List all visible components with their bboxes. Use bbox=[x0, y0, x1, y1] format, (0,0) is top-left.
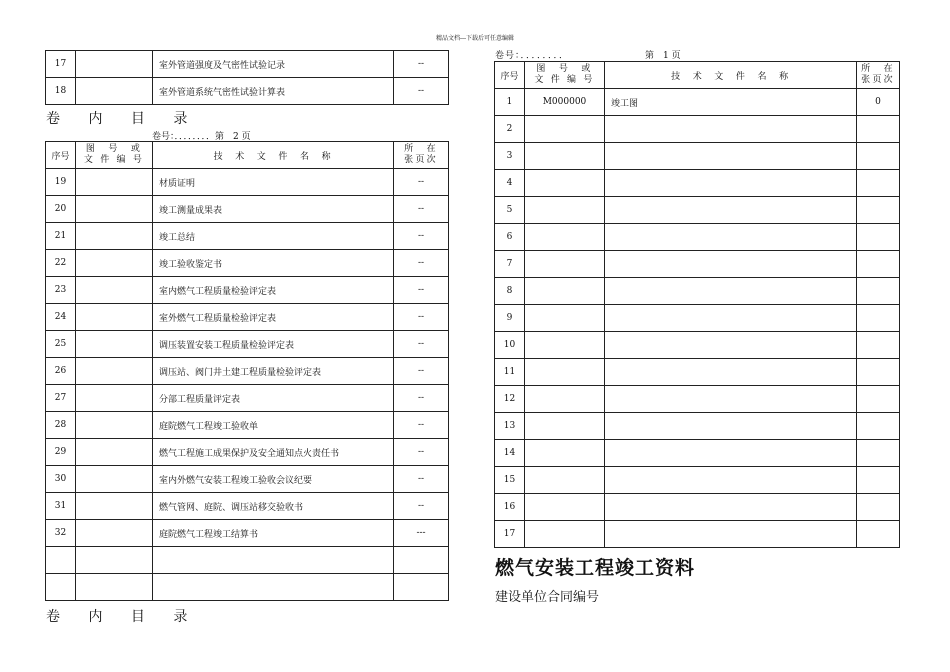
cell-pages bbox=[857, 143, 900, 170]
cell-no: 8 bbox=[495, 278, 525, 305]
cell-name bbox=[605, 386, 857, 413]
cell-no: 17 bbox=[495, 521, 525, 548]
cell-name: 室内外燃气安装工程竣工验收会议纪要 bbox=[153, 466, 394, 493]
cell-code bbox=[525, 170, 605, 197]
header-code-line1: 图 号 或 bbox=[536, 64, 593, 74]
header-note: 精品文档---下载后可任意编辑 bbox=[435, 35, 515, 42]
cell-no: 25 bbox=[46, 331, 76, 358]
cell-code bbox=[76, 358, 153, 385]
header-name: 技 术 文 件 名 称 bbox=[153, 142, 394, 169]
table-row bbox=[46, 547, 449, 574]
table-row bbox=[495, 467, 900, 494]
cell-name: 庭院燃气工程竣工验收单 bbox=[153, 412, 394, 439]
cell-no: 4 bbox=[495, 170, 525, 197]
right-table-header bbox=[495, 62, 900, 89]
table-row bbox=[495, 251, 900, 278]
cell-no: 24 bbox=[46, 304, 76, 331]
cell-no: 31 bbox=[46, 493, 76, 520]
left-bottom-title: 卷 内 目 录 bbox=[46, 609, 200, 625]
cell-pages: -- bbox=[394, 412, 449, 439]
cell-pages: -- bbox=[394, 304, 449, 331]
cell-name bbox=[605, 305, 857, 332]
cell-no: 1 bbox=[495, 89, 525, 116]
cell-name bbox=[605, 521, 857, 548]
cell-pages bbox=[394, 574, 449, 601]
header-pages-line2: 张页次 bbox=[861, 75, 895, 85]
cell-name bbox=[605, 332, 857, 359]
cell-name bbox=[605, 143, 857, 170]
cell-no: 26 bbox=[46, 358, 76, 385]
cell-name bbox=[153, 547, 394, 574]
table-row bbox=[46, 358, 449, 385]
header-pages-line1: 所 在 bbox=[404, 144, 438, 154]
cell-pages: -- bbox=[394, 250, 449, 277]
cell-no: 11 bbox=[495, 359, 525, 386]
left-volume-line: 卷号：．．．．．．．．第 2 页 bbox=[152, 132, 251, 142]
header-no: 序号 bbox=[495, 62, 525, 89]
cell-name: 燃气管网、庭院、调压站移交验收书 bbox=[153, 493, 394, 520]
cell-no: 12 bbox=[495, 386, 525, 413]
cell-code bbox=[525, 521, 605, 548]
cell-code bbox=[76, 547, 153, 574]
cell-pages bbox=[857, 116, 900, 143]
cell-code bbox=[525, 440, 605, 467]
header-code-line2: 文 件 编 号 bbox=[83, 155, 145, 165]
cell-no bbox=[46, 574, 76, 601]
cell-code bbox=[525, 386, 605, 413]
table-row bbox=[46, 196, 449, 223]
cell-code bbox=[525, 413, 605, 440]
table-row bbox=[495, 494, 900, 521]
cell-no: 17 bbox=[46, 51, 76, 78]
cell-code bbox=[76, 78, 153, 105]
cell-code bbox=[525, 116, 605, 143]
cell-code bbox=[76, 412, 153, 439]
table-row bbox=[46, 412, 449, 439]
table-row bbox=[495, 170, 900, 197]
cell-no: 7 bbox=[495, 251, 525, 278]
cell-pages: --- bbox=[394, 520, 449, 547]
cell-code bbox=[76, 574, 153, 601]
cell-no: 30 bbox=[46, 466, 76, 493]
header-pages-line2: 张页次 bbox=[404, 155, 438, 165]
cell-pages: -- bbox=[394, 493, 449, 520]
cell-no: 22 bbox=[46, 250, 76, 277]
table-row bbox=[495, 143, 900, 170]
cell-no: 20 bbox=[46, 196, 76, 223]
cell-code bbox=[76, 250, 153, 277]
cell-code bbox=[76, 304, 153, 331]
table-row bbox=[495, 386, 900, 413]
cell-code bbox=[525, 494, 605, 521]
table-row bbox=[495, 359, 900, 386]
cell-pages bbox=[857, 305, 900, 332]
cell-no: 27 bbox=[46, 385, 76, 412]
table-row bbox=[46, 223, 449, 250]
table-row bbox=[495, 89, 900, 116]
cell-pages bbox=[857, 413, 900, 440]
header-pages-line1: 所 在 bbox=[861, 64, 895, 74]
cell-no: 5 bbox=[495, 197, 525, 224]
table-row bbox=[46, 493, 449, 520]
cell-pages bbox=[394, 547, 449, 574]
left-table-header bbox=[46, 142, 449, 169]
cell-code bbox=[76, 466, 153, 493]
cell-no: 16 bbox=[495, 494, 525, 521]
cell-pages: -- bbox=[394, 277, 449, 304]
cell-pages bbox=[857, 494, 900, 521]
table-row bbox=[46, 51, 449, 78]
cell-pages: 0 bbox=[857, 89, 900, 116]
table-row bbox=[46, 439, 449, 466]
header-name: 技 术 文 件 名 称 bbox=[605, 62, 857, 89]
cell-name: 竣工总结 bbox=[153, 223, 394, 250]
cell-no: 9 bbox=[495, 305, 525, 332]
cell-name bbox=[605, 116, 857, 143]
cell-pages: -- bbox=[394, 169, 449, 196]
cell-name: 调压站、阀门井土建工程质量检验评定表 bbox=[153, 358, 394, 385]
cell-name: 室外管道强度及气密性试验记录 bbox=[153, 51, 394, 78]
cell-name: 室外管道系统气密性试验计算表 bbox=[153, 78, 394, 105]
cell-name bbox=[605, 278, 857, 305]
cell-pages: -- bbox=[394, 196, 449, 223]
cell-code bbox=[76, 223, 153, 250]
main-title: 燃气安装工程竣工资料 bbox=[495, 557, 696, 579]
table-row bbox=[46, 385, 449, 412]
cell-code bbox=[76, 169, 153, 196]
cell-code bbox=[525, 224, 605, 251]
header-code-line2: 文 件 编 号 bbox=[534, 75, 595, 85]
left-directory-title: 卷 内 目 录 bbox=[46, 111, 200, 127]
left-top-table bbox=[45, 50, 449, 105]
cell-pages bbox=[857, 332, 900, 359]
left-main-table bbox=[45, 141, 449, 601]
cell-name: 竣工验收鉴定书 bbox=[153, 250, 394, 277]
cell-pages bbox=[857, 197, 900, 224]
cell-pages bbox=[857, 440, 900, 467]
table-row bbox=[495, 440, 900, 467]
cell-no: 15 bbox=[495, 467, 525, 494]
cell-code bbox=[76, 331, 153, 358]
cell-code bbox=[525, 251, 605, 278]
cell-name bbox=[605, 413, 857, 440]
cell-no: 32 bbox=[46, 520, 76, 547]
table-row bbox=[46, 574, 449, 601]
table-row bbox=[46, 466, 449, 493]
cell-code bbox=[76, 385, 153, 412]
header-pages bbox=[857, 62, 900, 89]
cell-pages bbox=[857, 278, 900, 305]
table-row bbox=[46, 331, 449, 358]
right-page-label: 第 1 页 bbox=[645, 51, 681, 61]
cell-no: 21 bbox=[46, 223, 76, 250]
cell-name bbox=[605, 440, 857, 467]
table-row bbox=[495, 332, 900, 359]
cell-no: 6 bbox=[495, 224, 525, 251]
table-row bbox=[495, 521, 900, 548]
cell-code bbox=[76, 51, 153, 78]
cell-code bbox=[525, 332, 605, 359]
header-code bbox=[76, 142, 153, 169]
cell-code bbox=[76, 520, 153, 547]
table-row bbox=[46, 520, 449, 547]
cell-pages: -- bbox=[394, 51, 449, 78]
table-row bbox=[46, 250, 449, 277]
cell-no: 10 bbox=[495, 332, 525, 359]
cell-no: 14 bbox=[495, 440, 525, 467]
cell-name bbox=[605, 251, 857, 278]
cell-name bbox=[605, 359, 857, 386]
cell-pages: -- bbox=[394, 331, 449, 358]
cell-name bbox=[605, 197, 857, 224]
cell-code bbox=[525, 197, 605, 224]
cell-name: 材质证明 bbox=[153, 169, 394, 196]
cell-code bbox=[76, 196, 153, 223]
cell-code bbox=[76, 493, 153, 520]
table-row bbox=[495, 305, 900, 332]
cell-name bbox=[605, 170, 857, 197]
right-main-table bbox=[494, 61, 900, 548]
cell-pages bbox=[857, 224, 900, 251]
cell-pages bbox=[857, 251, 900, 278]
table-row bbox=[495, 224, 900, 251]
cell-code bbox=[525, 467, 605, 494]
cell-pages: -- bbox=[394, 439, 449, 466]
header-no: 序号 bbox=[46, 142, 76, 169]
table-row bbox=[46, 277, 449, 304]
right-volume-label: 卷号：．．．．．．．． bbox=[495, 51, 570, 61]
cell-name: 竣工图 bbox=[605, 89, 857, 116]
table-row bbox=[46, 304, 449, 331]
header-pages bbox=[394, 142, 449, 169]
table-row bbox=[495, 413, 900, 440]
subtitle: 建设单位合同编号 bbox=[495, 590, 600, 605]
cell-pages: -- bbox=[394, 466, 449, 493]
cell-name: 室内燃气工程质量检验评定表 bbox=[153, 277, 394, 304]
cell-pages bbox=[857, 359, 900, 386]
cell-name: 分部工程质量评定表 bbox=[153, 385, 394, 412]
table-row bbox=[495, 116, 900, 143]
cell-pages: -- bbox=[394, 358, 449, 385]
cell-pages: -- bbox=[394, 223, 449, 250]
cell-no: 29 bbox=[46, 439, 76, 466]
cell-code bbox=[76, 439, 153, 466]
cell-name: 庭院燃气工程竣工结算书 bbox=[153, 520, 394, 547]
cell-name bbox=[605, 224, 857, 251]
table-row bbox=[46, 78, 449, 105]
header-code bbox=[525, 62, 605, 89]
cell-no: 13 bbox=[495, 413, 525, 440]
cell-pages bbox=[857, 170, 900, 197]
cell-no: 18 bbox=[46, 78, 76, 105]
cell-name: 室外燃气工程质量检验评定表 bbox=[153, 304, 394, 331]
cell-no: 3 bbox=[495, 143, 525, 170]
cell-name bbox=[605, 494, 857, 521]
table-row bbox=[495, 278, 900, 305]
cell-pages bbox=[857, 521, 900, 548]
cell-no: 2 bbox=[495, 116, 525, 143]
cell-code: M000000 bbox=[525, 89, 605, 116]
cell-no: 23 bbox=[46, 277, 76, 304]
cell-no: 19 bbox=[46, 169, 76, 196]
cell-code bbox=[525, 305, 605, 332]
cell-pages: -- bbox=[394, 78, 449, 105]
header-code-line1: 图 号 或 bbox=[85, 144, 143, 154]
cell-name: 燃气工程施工成果保护及安全通知点火责任书 bbox=[153, 439, 394, 466]
cell-code bbox=[525, 278, 605, 305]
cell-code bbox=[76, 277, 153, 304]
cell-name: 竣工测量成果表 bbox=[153, 196, 394, 223]
cell-name: 调压装置安装工程质量检验评定表 bbox=[153, 331, 394, 358]
cell-no bbox=[46, 547, 76, 574]
table-row bbox=[495, 197, 900, 224]
cell-name bbox=[605, 467, 857, 494]
cell-no: 28 bbox=[46, 412, 76, 439]
cell-code bbox=[525, 359, 605, 386]
cell-pages bbox=[857, 386, 900, 413]
cell-name bbox=[153, 574, 394, 601]
cell-pages bbox=[857, 467, 900, 494]
cell-pages: -- bbox=[394, 385, 449, 412]
cell-code bbox=[525, 143, 605, 170]
table-row bbox=[46, 169, 449, 196]
